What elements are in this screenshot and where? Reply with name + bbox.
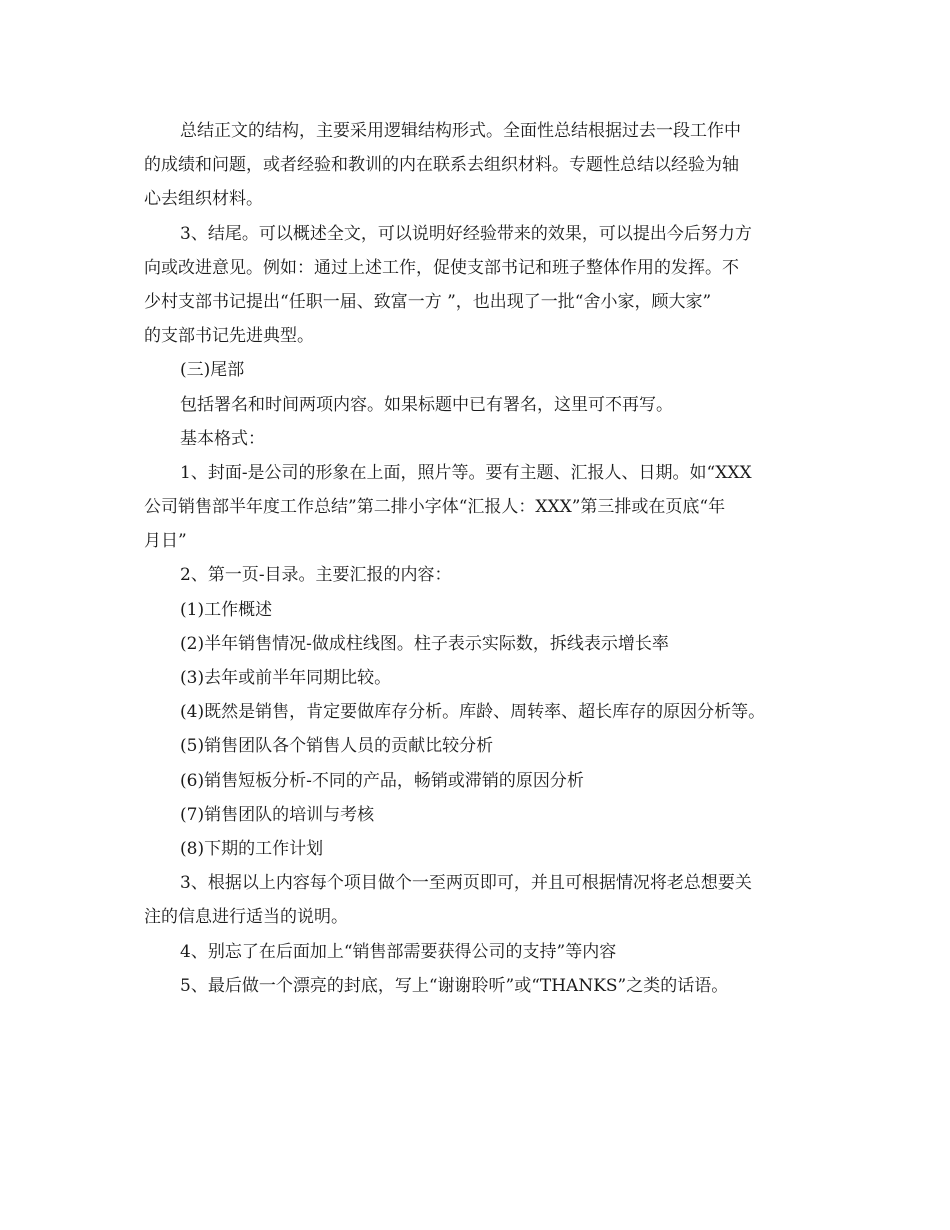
- text-line: 公司销售部半年度工作总结”第二排小字体“汇报人：XXX”第三排或在页底“年: [144, 497, 726, 518]
- text-line: 的成绩和问题，或者经验和教训的内在联系去组织材料。专题性总结以经验为轴: [144, 155, 739, 176]
- text-line: (3)去年或前半年同期比较。: [180, 668, 392, 688]
- text-line: (7)销售团队的培训与考核: [180, 804, 375, 825]
- text-line: 注的信息进行适当的说明。: [144, 907, 348, 928]
- text-line: 的支部书记先进典型。: [144, 326, 314, 347]
- document-body: [144, 114, 824, 1003]
- text-line: 1、封面-是公司的形象在上面，照片等。要有主题、汇报人、日期。如“XXX: [180, 462, 752, 483]
- text-line: 总结正文的结构，主要采用逻辑结构形式。全面性总结根据过去一段工作中: [180, 121, 741, 141]
- text-line: (4)既然是销售，肯定要做库存分析。库龄、周转率、超长库存的原因分析等。: [180, 702, 766, 723]
- text-line: 5、最后做一个漂亮的封底，写上“谢谢聆听”或“THANKS”之类的话语。: [180, 975, 729, 996]
- text-line: (5)销售团队各个销售人员的贡献比较分析: [180, 736, 494, 757]
- text-line: (三)尾部: [180, 360, 245, 381]
- text-line: (8)下期的工作计划: [180, 838, 324, 859]
- text-line: 2、第一页-目录。主要汇报的内容：: [180, 565, 452, 586]
- text-line: 心去组织材料。: [144, 189, 263, 210]
- text-line: 向或改进意见。例如：通过上述工作，促使支部书记和班子整体作用的发挥。不: [144, 257, 739, 278]
- text-line: 月日”: [144, 531, 187, 552]
- text-line: 包括署名和时间两项内容。如果标题中已有署名，这里可不再写。: [180, 394, 673, 415]
- text-line: (6)销售短板分析-不同的产品，畅销或滞销的原因分析: [180, 770, 584, 791]
- text-line: (1)工作概述: [180, 599, 273, 620]
- text-line: (2)半年销售情况-做成柱线图。柱子表示实际数，拆线表示增长率: [180, 633, 669, 654]
- text-line: 基本格式：: [180, 428, 265, 449]
- text-line: 少村支部书记提出“任职一届、致富一方 ”，也出现了一批“舍小家，顾大家”: [144, 291, 712, 312]
- text-line: 3、结尾。可以概述全文，可以说明好经验带来的效果，可以提出今后努力方: [180, 223, 752, 244]
- text-line: 4、别忘了在后面加上“销售部需要获得公司的支持”等内容: [180, 941, 617, 962]
- text-line: 3、根据以上内容每个项目做个一至两页即可，并且可根据情况将老总想要关: [180, 873, 752, 894]
